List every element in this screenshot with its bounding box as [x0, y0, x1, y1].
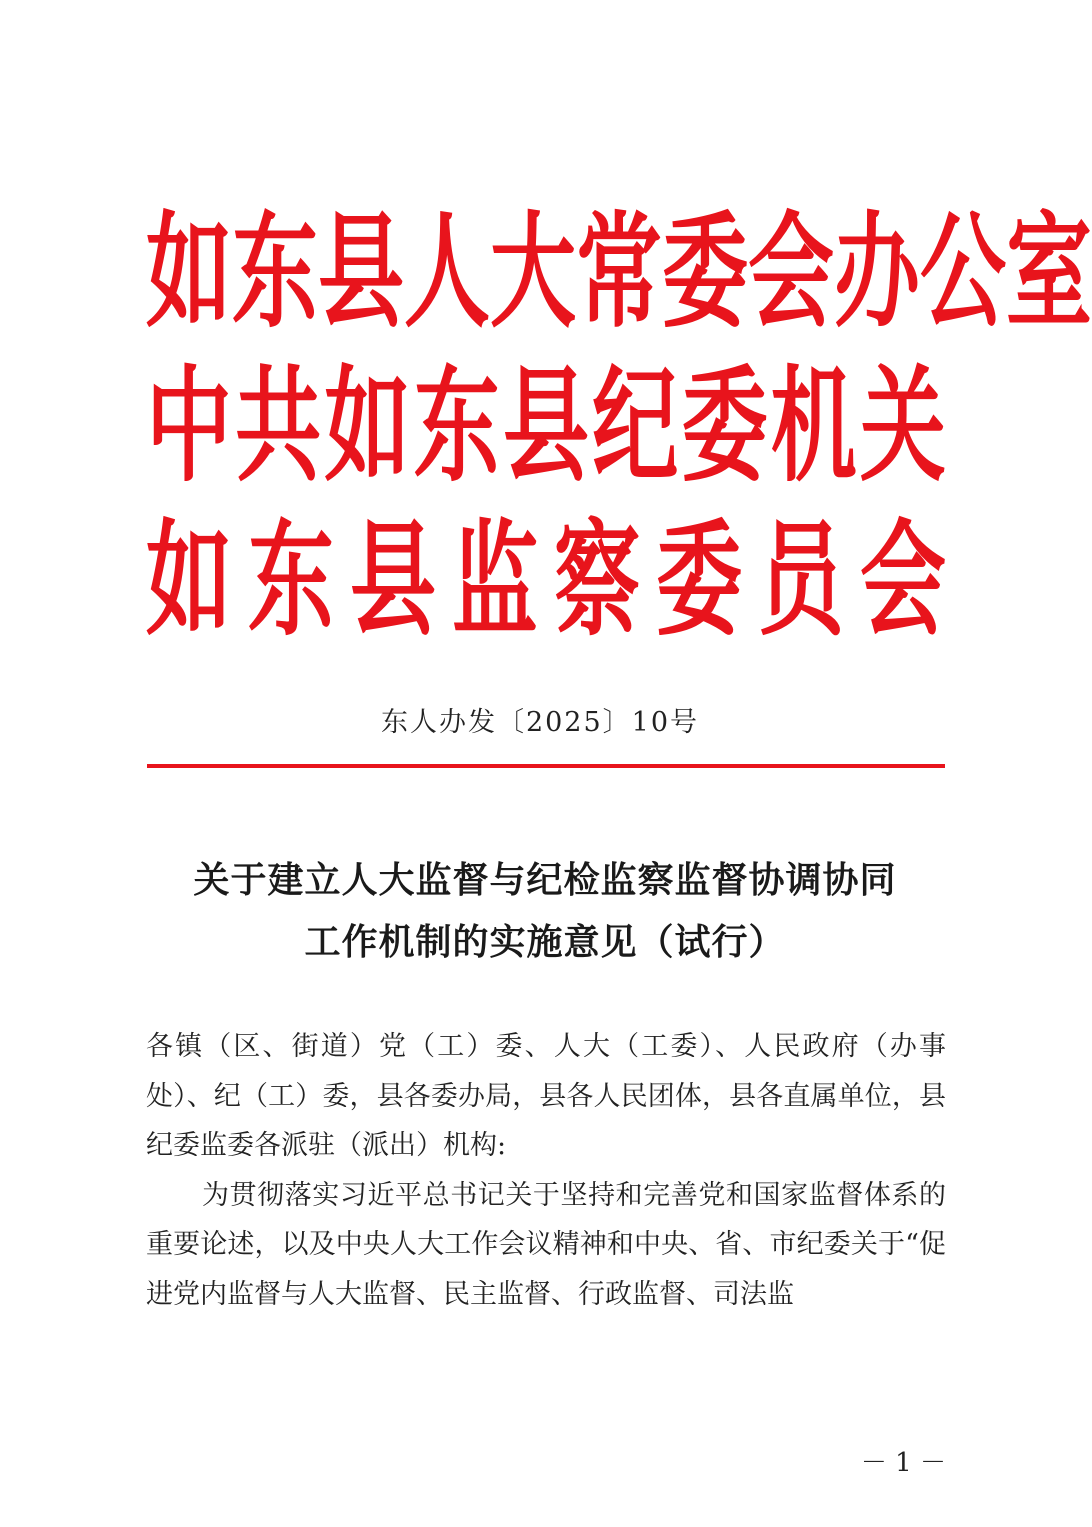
- issuer-char: 会: [860, 508, 946, 654]
- red-divider-line: [147, 764, 945, 768]
- issuer-char: 东: [413, 354, 500, 500]
- issuer-char: 办: [834, 200, 920, 346]
- issuer-char: 会: [748, 200, 834, 346]
- issuer-char: 委: [656, 508, 742, 654]
- issuer-char: 员: [758, 508, 844, 654]
- issuer-char: 共: [235, 354, 322, 500]
- document-number: 东人办发〔2025〕10号: [380, 707, 700, 738]
- issuer-char: 如: [146, 200, 232, 346]
- issuer-char: 如: [146, 508, 232, 654]
- issuer-char: 关: [860, 354, 946, 500]
- issuer-char: 如: [324, 354, 411, 500]
- body-paragraph-1: 为贯彻落实习近平总书记关于坚持和完善党和国家监督体系的重要论述，以及中央人大工作会议精神和中央、省、市纪委关于“促进党内监督与人大监督、民主监督、行政监督、司法监: [146, 1179, 946, 1310]
- issuer-char: 大: [490, 200, 576, 346]
- issuer-char: 纪: [592, 354, 679, 500]
- document-title-line-2: 工作机制的实施意见（试行）: [304, 922, 786, 963]
- issuer-char: 常: [576, 200, 662, 346]
- issuer-char: 委: [662, 200, 748, 346]
- issuer-char: 人: [404, 200, 490, 346]
- issuer-char: 委: [681, 354, 768, 500]
- document-body: [146, 1022, 946, 1319]
- recipients-paragraph: 各镇（区、街道）党（工）委、人大（工委）、人民政府（办事处）、纪（工）委，县各委办局，县各人民团体，县各直属单位，县纪委监委各派驻（派出）机构:: [146, 1031, 946, 1161]
- page-number: － 1 －: [860, 1448, 946, 1478]
- issuer-char: 察: [554, 508, 640, 654]
- issuer-char: 县: [350, 508, 436, 654]
- issuer-line-3: [146, 469, 946, 692]
- issuer-char: 东: [232, 200, 318, 346]
- issuer-char: 东: [248, 508, 334, 654]
- issuer-char: 县: [503, 354, 589, 500]
- issuer-header: [146, 196, 1092, 658]
- issuer-char: 室: [1006, 200, 1092, 346]
- issuer-char: 监: [452, 508, 538, 654]
- issuer-char: 机: [770, 354, 857, 500]
- issuer-char: 公: [920, 200, 1006, 346]
- issuer-char: 中: [146, 354, 232, 500]
- issuer-char: 县: [318, 200, 404, 346]
- document-title-line-1: 关于建立人大监督与纪检监察监督协调协同: [193, 860, 897, 901]
